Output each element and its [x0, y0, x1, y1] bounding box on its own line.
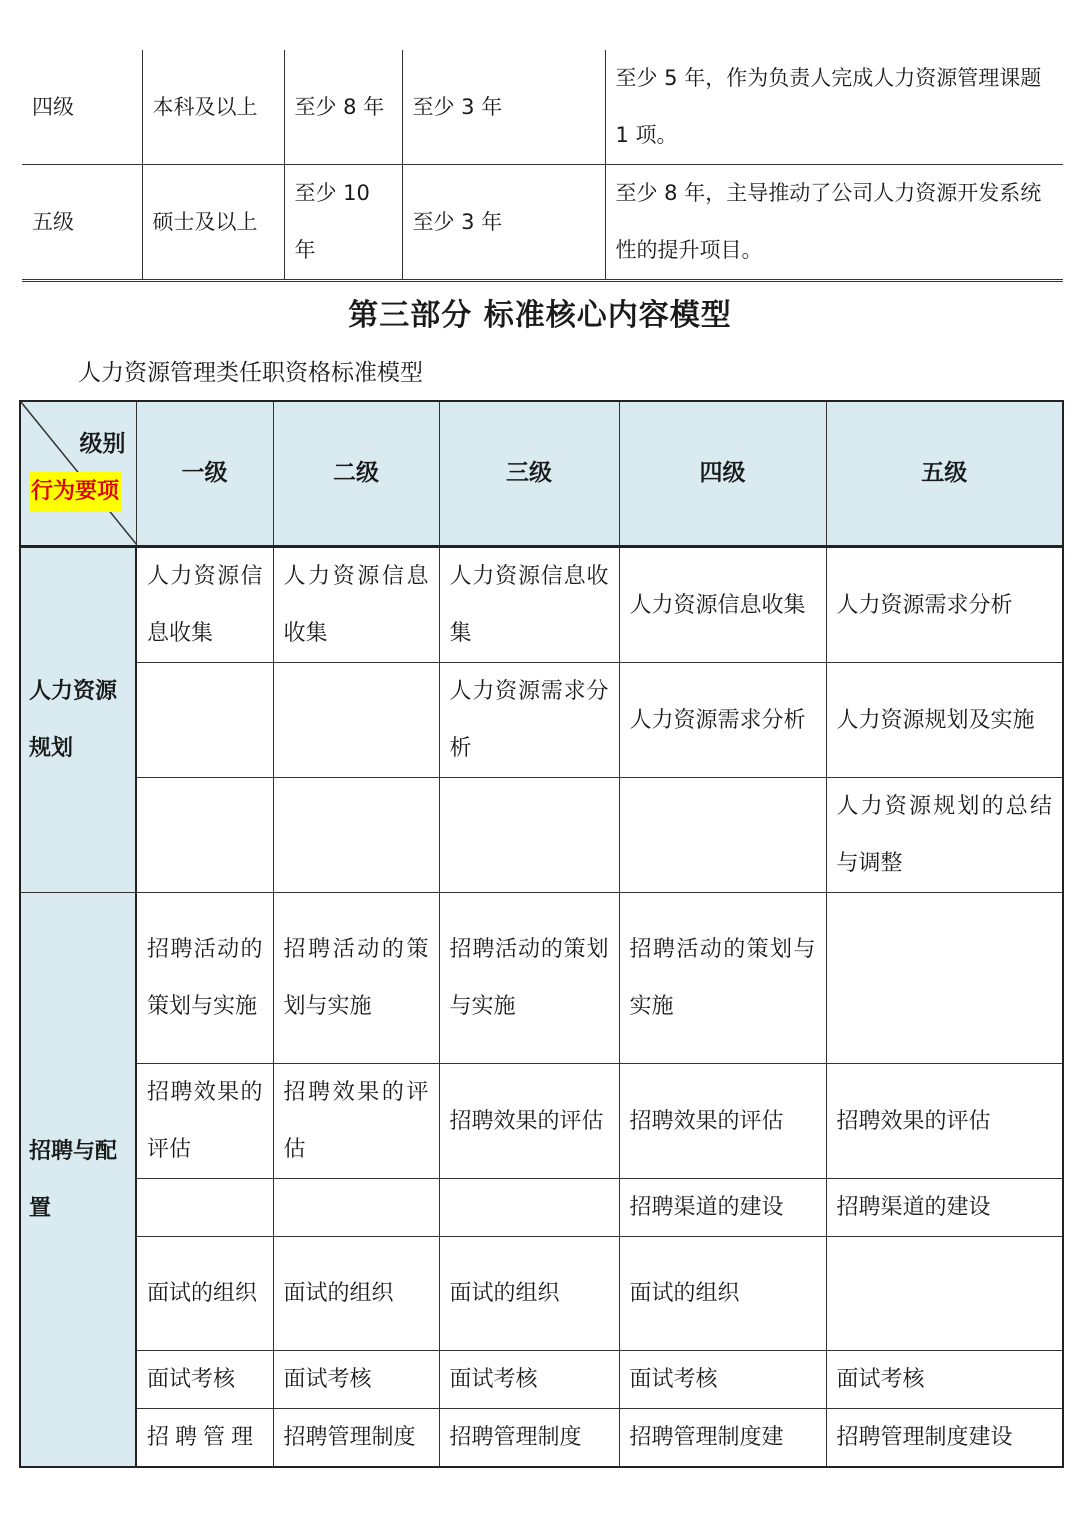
qualification-table [22, 50, 1063, 282]
table-cell: 招聘渠道的建设 [619, 1179, 826, 1237]
table-cell: 招聘效果的评估 [826, 1064, 1063, 1179]
table-cell: 面试考核 [273, 1351, 439, 1409]
corner-level-label: 级别 [79, 431, 126, 457]
table-row [20, 1409, 1063, 1468]
years-cell: 至少 3 年 [402, 165, 605, 281]
education-cell: 硕士及以上 [142, 165, 284, 281]
category-recruitment: 招聘与配置 [20, 893, 136, 1468]
table-row [20, 1064, 1063, 1179]
table-cell: 招聘效果的评估 [273, 1064, 439, 1179]
table-cell [826, 893, 1063, 1064]
table-row [22, 165, 1063, 281]
table-cell: 招聘管理制度 [273, 1409, 439, 1468]
table-cell: 人力资源规划及实施 [826, 663, 1063, 778]
table-cell: 招聘效果的评估 [439, 1064, 619, 1179]
table-cell [136, 663, 273, 778]
years-cell: 至少 3 年 [402, 50, 605, 165]
table-cell: 人力资源规划的总结与调整 [826, 778, 1063, 893]
requirement-cell: 至少 5 年，作为负责人完成人力资源管理课题 1 项。 [605, 50, 1063, 165]
table-row [20, 547, 1063, 663]
table-cell [136, 778, 273, 893]
table-cell: 面试的组织 [439, 1237, 619, 1351]
category-planning: 人力资源规划 [20, 547, 136, 893]
table-cell: 人力资源信息收集 [439, 547, 619, 663]
table-row [20, 1179, 1063, 1237]
table-cell: 招聘活动的策划与实施 [273, 893, 439, 1064]
years-cell: 至少 8 年 [284, 50, 402, 165]
section-title: 第三部分 标准核心内容模型 [348, 298, 732, 333]
table-row [20, 893, 1063, 1064]
table-cell [619, 778, 826, 893]
level-cell: 四级 [22, 50, 142, 165]
table-cell: 招聘管理制度 [439, 1409, 619, 1468]
table-cell: 招聘活动的策划与实施 [619, 893, 826, 1064]
level-header: 一级 [136, 401, 273, 547]
table-cell: 招聘活动的策划与实施 [439, 893, 619, 1064]
table-cell: 招聘管理 [136, 1409, 273, 1468]
table-row [20, 663, 1063, 778]
table-cell: 招聘效果的评估 [136, 1064, 273, 1179]
table-cell: 人力资源信息收集 [136, 547, 273, 663]
table-cell [826, 1237, 1063, 1351]
level-header: 三级 [439, 401, 619, 547]
table-cell: 人力资源信息收集 [619, 547, 826, 663]
header-row [20, 401, 1063, 547]
level-header: 二级 [273, 401, 439, 547]
corner-behavior-label: 行为要项 [29, 472, 121, 512]
level-header: 五级 [826, 401, 1063, 547]
table-cell: 招聘活动的策划与实施 [136, 893, 273, 1064]
table-row [20, 778, 1063, 893]
table-cell: 面试考核 [826, 1351, 1063, 1409]
level-cell: 五级 [22, 165, 142, 281]
table-cell: 面试的组织 [619, 1237, 826, 1351]
table-cell: 招聘管理制度建 [619, 1409, 826, 1468]
level-header: 四级 [619, 401, 826, 547]
table-cell: 人力资源需求分析 [439, 663, 619, 778]
requirement-cell: 至少 8 年，主导推动了公司人力资源开发系统性的提升项目。 [605, 165, 1063, 281]
table-cell: 招聘效果的评估 [619, 1064, 826, 1179]
table-cell: 招聘管理制度建设 [826, 1409, 1063, 1468]
sub-title: 人力资源管理类任职资格标准模型 [78, 360, 423, 386]
education-cell: 本科及以上 [142, 50, 284, 165]
table-cell: 人力资源需求分析 [826, 547, 1063, 663]
competency-model-table [19, 400, 1064, 1468]
table-cell: 面试考核 [619, 1351, 826, 1409]
table-row [20, 1351, 1063, 1409]
table-cell: 招聘渠道的建设 [826, 1179, 1063, 1237]
table-cell: 人力资源需求分析 [619, 663, 826, 778]
table-cell: 面试考核 [136, 1351, 273, 1409]
table-cell [273, 663, 439, 778]
table-cell: 面试的组织 [273, 1237, 439, 1351]
table-cell [273, 1179, 439, 1237]
years-cell: 至少 10 年 [284, 165, 402, 281]
table-cell: 面试考核 [439, 1351, 619, 1409]
table-cell: 面试的组织 [136, 1237, 273, 1351]
table-cell [136, 1179, 273, 1237]
table-row [20, 1237, 1063, 1351]
table-row [22, 50, 1063, 165]
table-cell: 人力资源信息收集 [273, 547, 439, 663]
table-cell [439, 778, 619, 893]
table-cell [439, 1179, 619, 1237]
corner-header [20, 401, 136, 547]
table-cell [273, 778, 439, 893]
